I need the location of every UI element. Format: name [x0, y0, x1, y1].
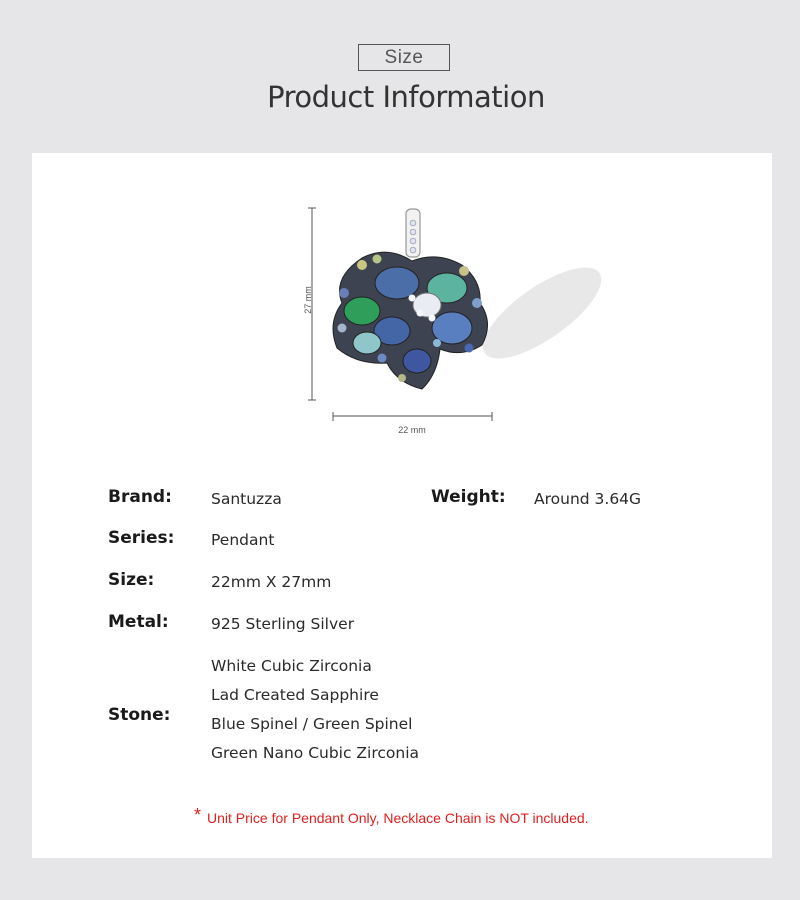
note-text: Unit Price for Pendant Only, Necklace Chain is NOT included.	[207, 810, 589, 826]
stone-item: Green Nano Cubic Zirconia	[211, 744, 420, 762]
stone-list	[211, 655, 419, 771]
chain-not-included-note	[194, 805, 654, 826]
width-dimension-line	[333, 412, 492, 421]
weight-value: Around 3.64G	[534, 490, 642, 508]
metal-value: 925 Sterling Silver	[211, 615, 355, 633]
series-value: Pendant	[211, 531, 275, 549]
stone-item: White Cubic Zirconia	[211, 657, 372, 675]
stone-item: Lad Created Sapphire	[211, 686, 379, 704]
height-dimension-label: 27 mm	[303, 286, 313, 314]
brand-value: Santuzza	[211, 490, 282, 508]
metal-label: Metal:	[108, 612, 169, 632]
weight-label: Weight:	[431, 487, 506, 507]
flower-pendant	[333, 252, 488, 389]
pendant-illustration	[32, 153, 772, 453]
width-dimension-label: 22 mm	[398, 425, 426, 435]
page-title: Product Information	[267, 80, 545, 114]
size-tag: Size	[358, 44, 450, 71]
size-label: Size:	[108, 570, 155, 590]
asterisk-icon: *	[194, 805, 202, 825]
series-label: Series:	[108, 528, 175, 548]
brand-label: Brand:	[108, 487, 172, 507]
stone-label: Stone:	[108, 705, 171, 725]
size-value: 22mm X 27mm	[211, 573, 332, 591]
pendant-shadow	[470, 252, 615, 375]
stone-item: Blue Spinel / Green Spinel	[211, 715, 413, 733]
product-info-card	[32, 153, 772, 858]
pendant-bail	[406, 209, 420, 257]
